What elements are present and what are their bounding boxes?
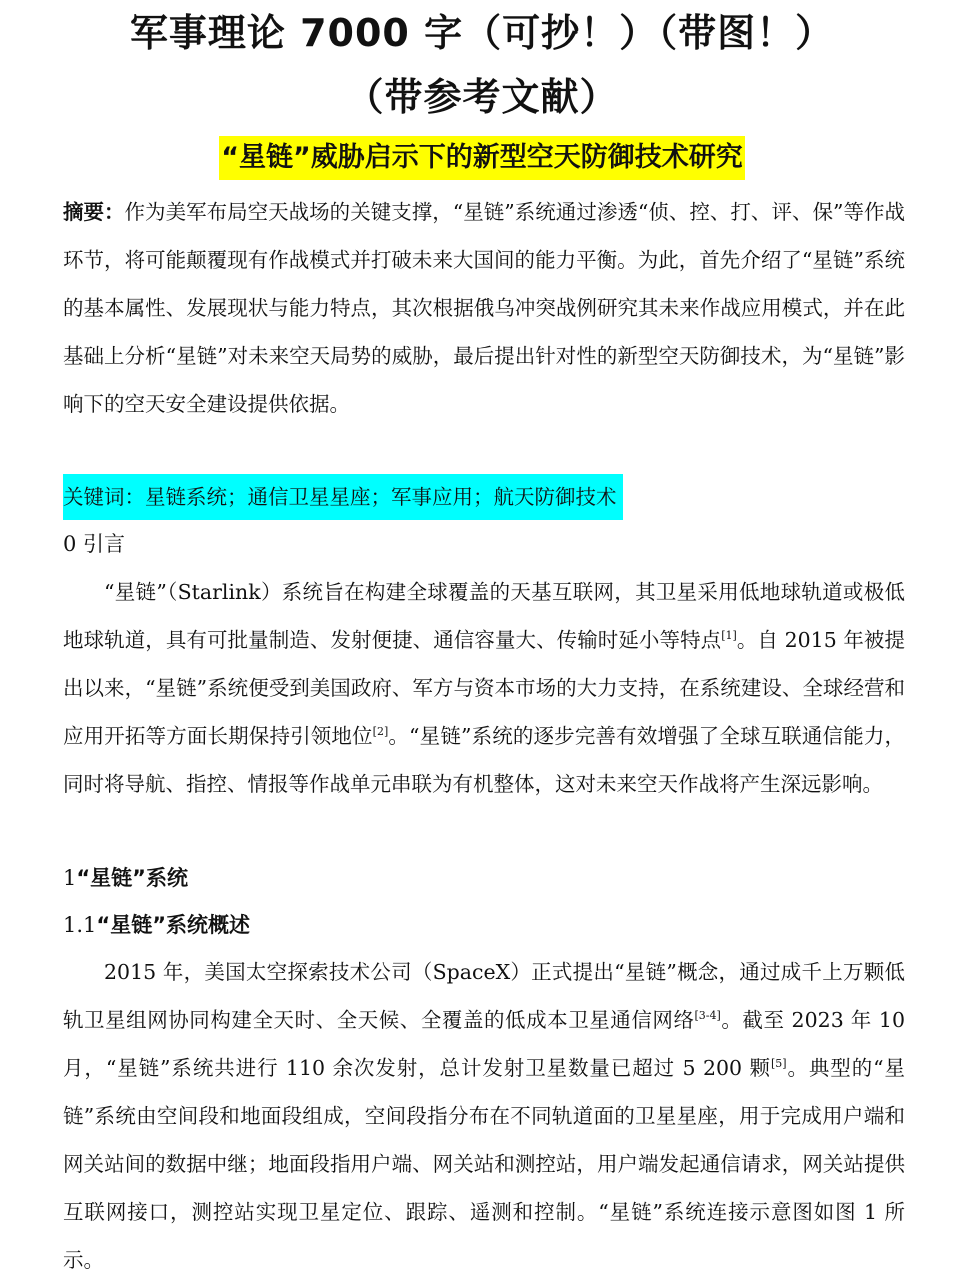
abstract-text: 作为美军布局空天战场的关键支撑，“星链”系统通过渗透“侦、控、打、评、保”等作战环节，将可能颠覆现有作战模式并打破未来大国间的能力平衡。为此，首先介绍了“星链”系统的基本属性、发展现状与能力特点，其次根据俄乌冲突战例研究其未来作战应用模式，并在此基础上分析“星链”对未来空天局势的威胁，最后提出针对性的新型空天防御技术，为“星链”影响下的空天安全建设提供依据。 (63, 200, 906, 416)
section-title: “星链”系统概述 (96, 913, 251, 937)
paper-title: “星链”威胁启示下的新型空天防御技术研究 (219, 136, 745, 180)
section-1-heading (63, 856, 188, 900)
overview-text-part-1: 2015 年，美国太空探索技术公司（SpaceX）正式提出“星链”概念，通过成千上万颗低轨卫星组网协同构建全天时、全天候、全覆盖的低成本卫星通信网络 (63, 960, 905, 1032)
keywords: 关键词：星链系统；通信卫星星座；军事应用；航天防御技术 (63, 474, 623, 520)
section-number: 1 (63, 866, 77, 890)
overview-text-part-3: 。典型的“星链”系统由空间段和地面段组成，空间段指分布在不同轨道面的卫星星座，用于完成用户端和网关站间的数据中继；地面段指用户端、网关站和测控站，用户端发起通信请求，网关站提供互联网接口，测控站实现卫星定位、跟踪、遥测和控制。“星链”系统连接示意图如图 1 所示。 (63, 1056, 906, 1272)
intro-text-part-2: 。自 2015 年被提出以来，“星链”系统便受到美国政府、军方与资本市场的大力支持，在系统建设、全球经营和应用开拓等方面长期保持引领地位 (63, 628, 905, 748)
citation-ref: [3-4] (694, 1009, 721, 1022)
document-title-line-1: 军事理论 7000 字（可抄！）（带图！） (129, 11, 835, 55)
citation-ref: [1] (721, 629, 737, 642)
abstract-paragraph (63, 188, 905, 428)
overview-text-part-2: 。截至 2023 年 10 月，“星链”系统共进行 110 余次发射，总计发射卫星数量已超过 5 200 颗 (63, 1008, 906, 1080)
intro-text-part-3: 。“星链”系统的逐步完善有效增强了全球互联通信能力，同时将导航、指控、情报等作战单元串联为有机整体，这对未来空天作战将产生深远影响。 (63, 724, 905, 796)
section-title: “星链”系统 (76, 866, 188, 890)
section-1-1-heading (63, 903, 250, 947)
section-0-heading: 0 引言 (63, 532, 126, 556)
citation-ref: [2] (372, 725, 389, 738)
section-1-1-paragraph (63, 948, 905, 1284)
document-title-line-2: （带参考文献） (345, 75, 619, 119)
abstract-label: 摘要： (63, 200, 125, 224)
keywords-line (63, 474, 623, 520)
citation-ref: [5] (770, 1057, 787, 1070)
section-0-paragraph (63, 568, 905, 808)
paper-title-container (0, 136, 964, 180)
intro-text-part-1: “星链”（Starlink）系统旨在构建全球覆盖的天基互联网，其卫星采用低地球轨道或极低地球轨道，具有可批量制造、发射便捷、通信容量大、传输时延小等特点 (63, 580, 905, 652)
section-number: 1.1 (63, 913, 97, 937)
